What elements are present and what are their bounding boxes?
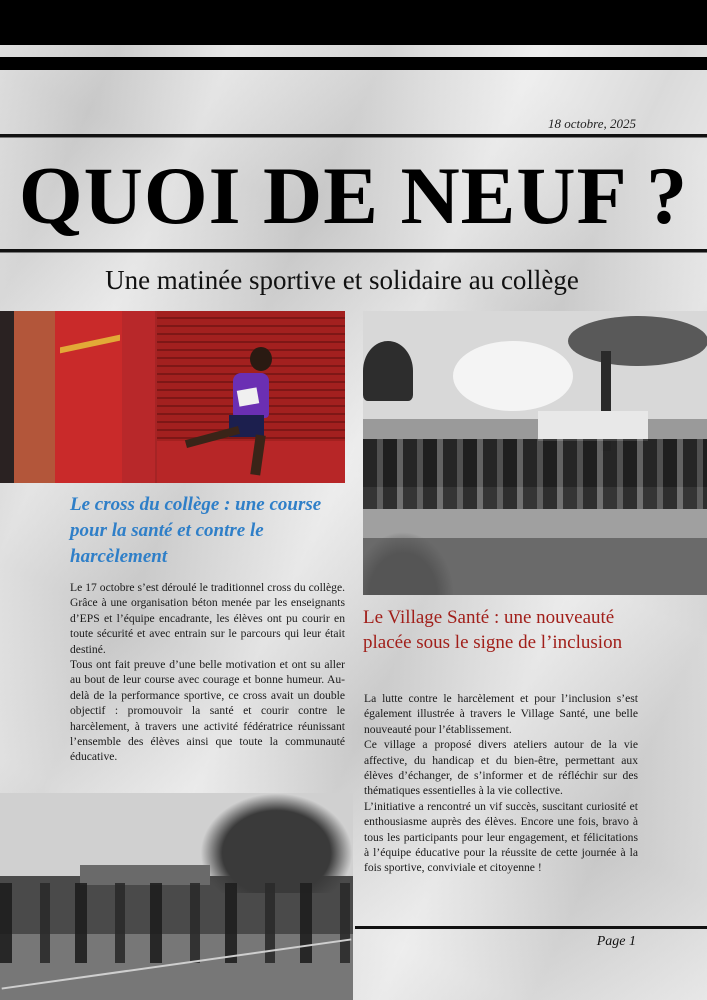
runners-crowd: [363, 439, 707, 509]
rule-under-masthead: [0, 249, 707, 253]
article-2-headline: Le Village Santé : une nouveauté placée sous le signe de l’inclusion: [363, 607, 623, 653]
roof: [80, 865, 210, 885]
building: [538, 411, 648, 441]
article-1-headline: Le cross du collège : une course pour la santé et contre le harcèlement: [70, 494, 322, 567]
article-2-paragraph: L’initiative a rencontré un vif succès, suscitant curiosité et enthousiasme auprès des élèves. Encore une fois, bravo à tous les participants pour leur engagement, et félicitations à l’équipe éducative pour la réussite de cette journée à la fois sportive, conviviale et citoyenne !: [364, 799, 638, 875]
cloud: [453, 341, 573, 411]
runner-paper: [237, 387, 259, 406]
trees: [200, 793, 353, 893]
masthead-title: QUOI DE NEUF ?: [18, 150, 689, 241]
page-subtitle: Une matinée sportive et solidaire au collège: [105, 265, 579, 295]
runner-head: [250, 347, 272, 371]
runners: [0, 883, 353, 963]
article-1-paragraph: Le 17 octobre s’est déroulé le traditionnel cross du collège. Grâce à une organisation béton menée par les enseignants d’EPS et l’équipe encadrante, les élèves ont pu courir en toute sécurité et avec entrain sur le parcours qui leur était destiné.: [70, 581, 345, 656]
article-1-body: [70, 580, 345, 765]
footer-rule: [355, 926, 707, 929]
graffiti: [60, 335, 120, 394]
article-2-body: [364, 691, 638, 876]
page-number: Page 1: [596, 934, 636, 949]
group-runners-photo: [363, 311, 707, 595]
palm-tree: [363, 341, 413, 401]
article-2-paragraph: La lutte contre le harcèlement et pour l’inclusion s’est également illustrée à travers le Village Santé, une belle nouveauté pour l’établissement.: [364, 692, 638, 736]
runner-photo: [0, 311, 345, 483]
second-black-bar: [0, 57, 707, 70]
foreground-plant: [363, 521, 463, 595]
top-black-bar: [0, 0, 707, 45]
track-runners-photo: [0, 793, 353, 1000]
article-1-paragraph: Tous ont fait preuve d’une belle motivation et ont su aller au bout de leur course avec courage et bonne humeur. Au-delà de la performance sportive, ce cross avait un double objectif : promouvoir la santé et courir contre le harcèlement, à travers une activité fédératrice réunissant l’ensemble des élèves ainsi que toute la communauté éducative.: [70, 658, 345, 764]
issue-date: 18 octobre, 2025: [548, 116, 636, 131]
rule-under-date: [0, 134, 707, 138]
tree-canopy: [568, 316, 707, 366]
article-2-paragraph: Ce village a proposé divers ateliers autour de la vie affective, du handicap et du bien-être, permettant aux élèves d’échanger, de s’informer et de réfléchir sur des thématiques essentielles à la vie collective.: [364, 738, 638, 798]
